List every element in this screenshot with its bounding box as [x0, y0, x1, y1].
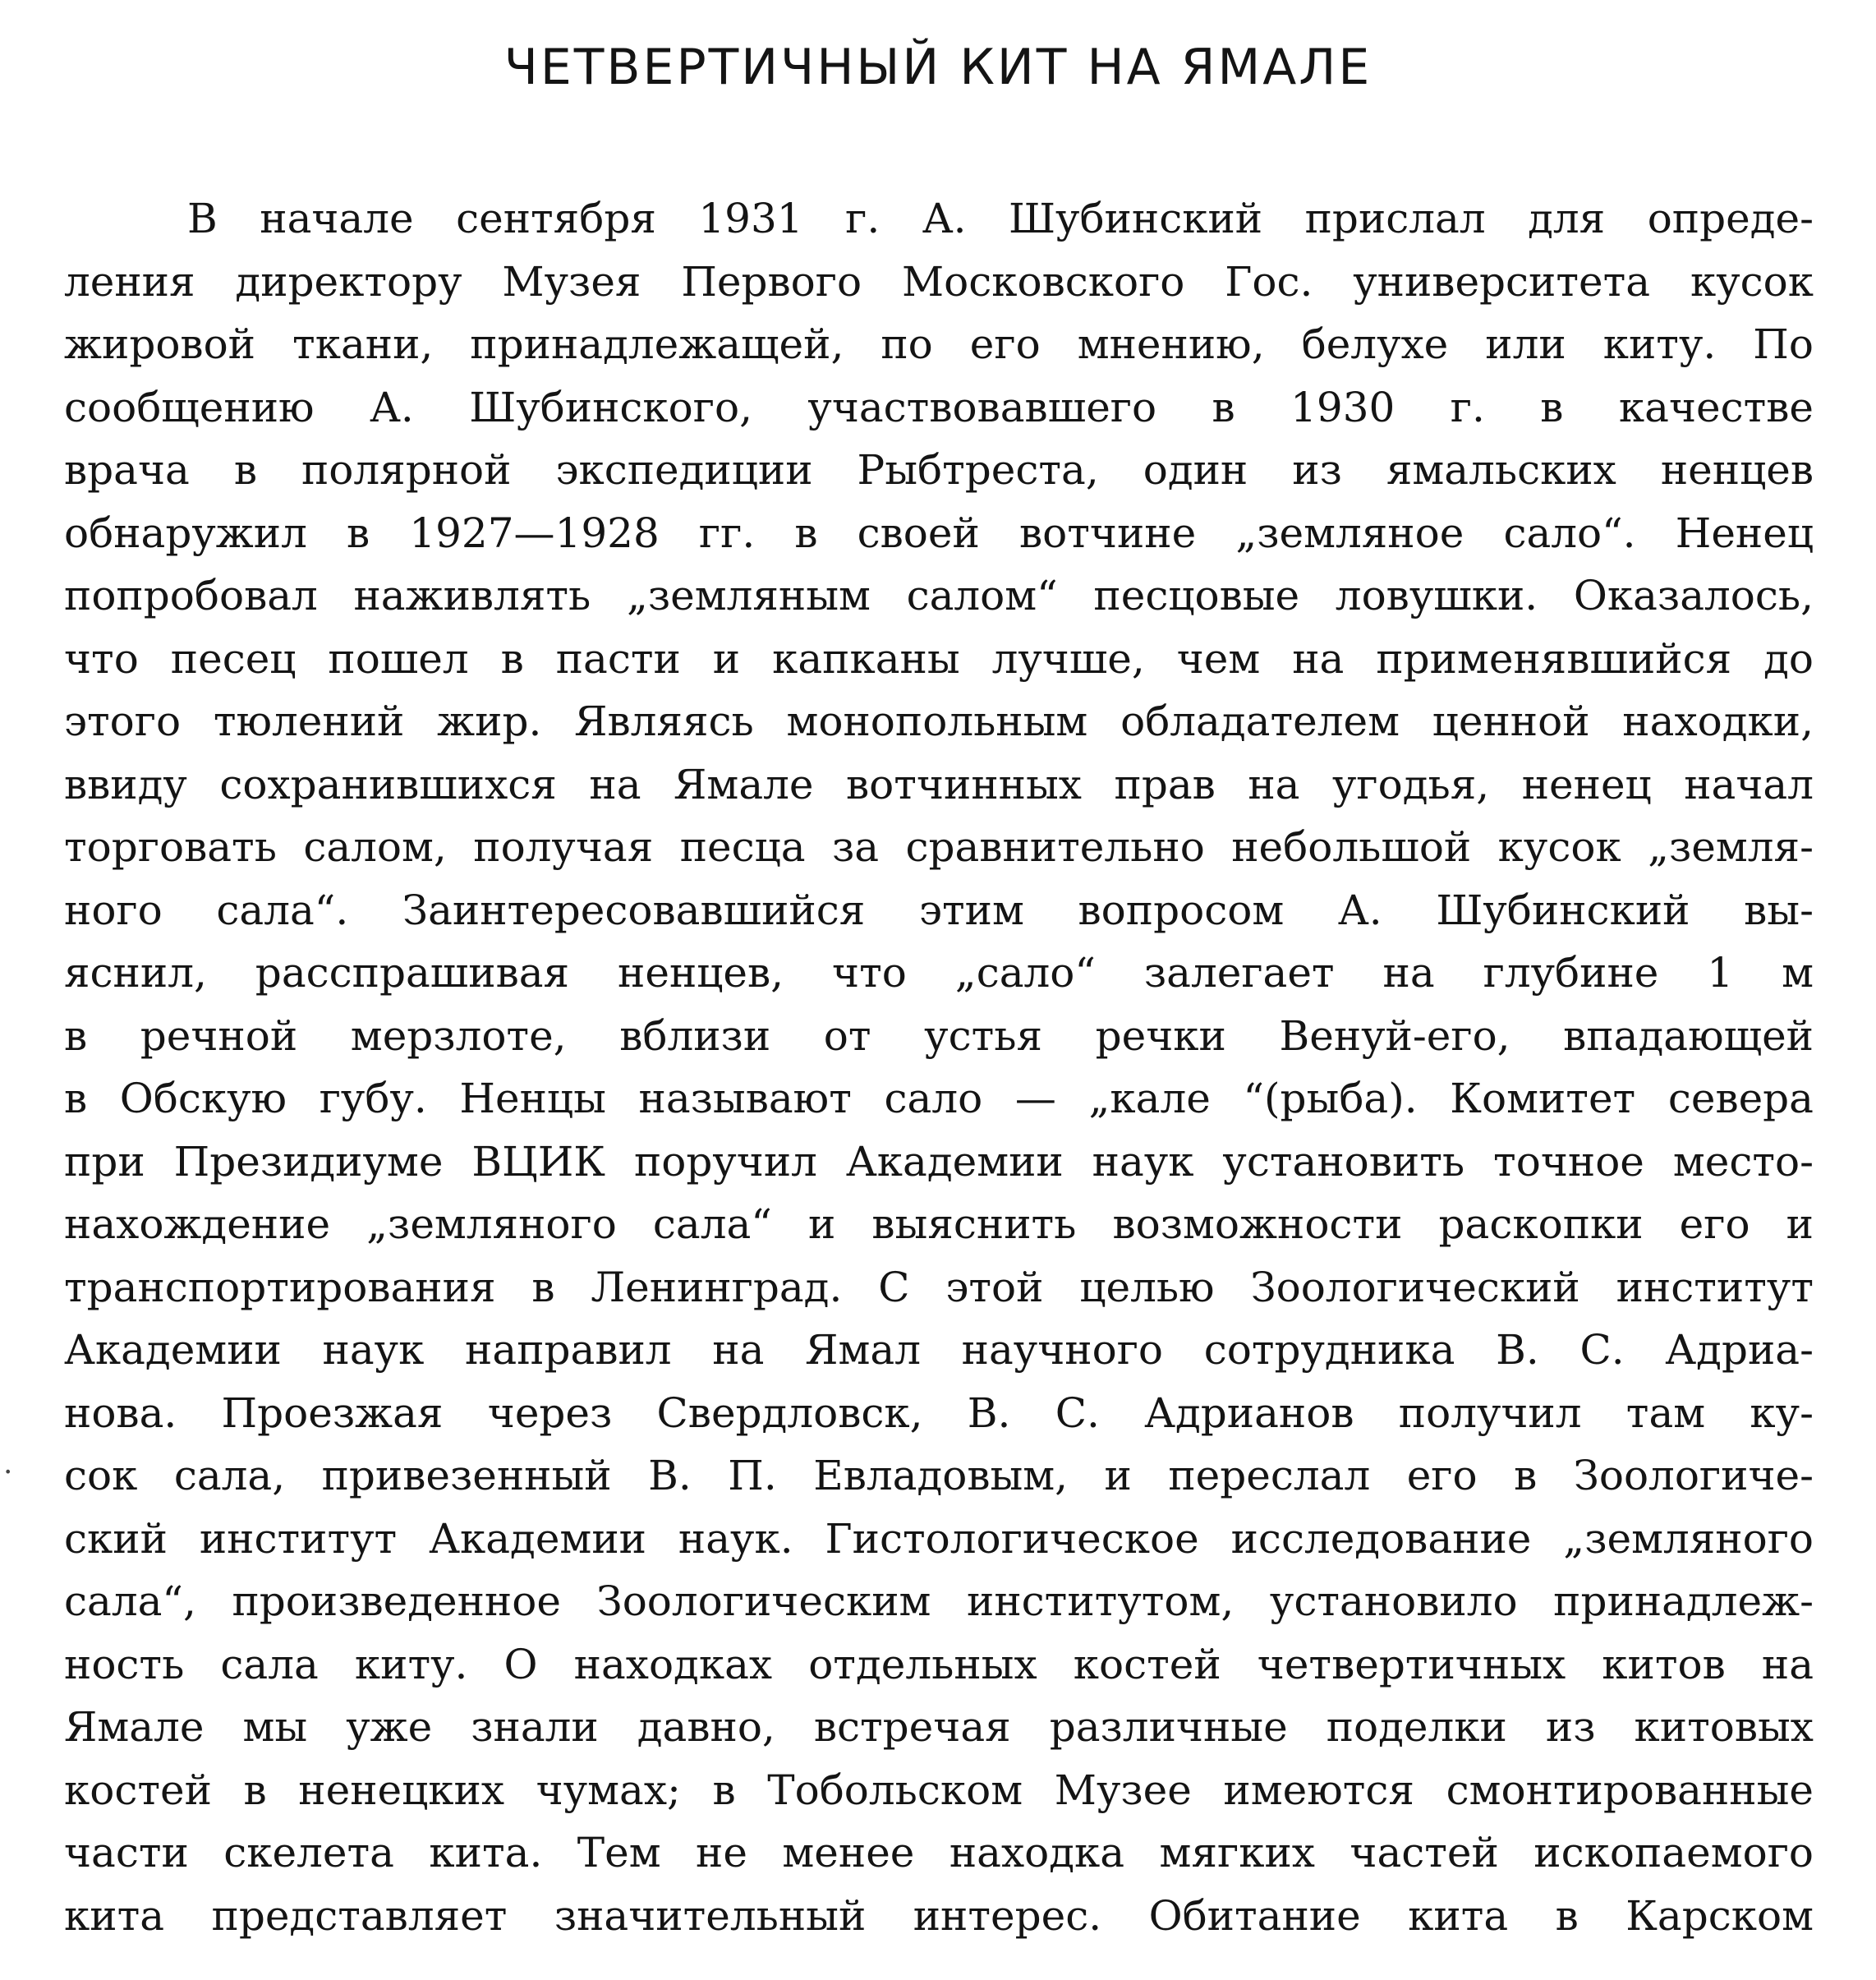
- text-line: этого тюлений жир. Являясь монопольным обладателем ценной находки,: [64, 698, 1814, 745]
- text-line: врача в полярной экспедиции Рыбтреста, один из ямальских ненцев: [64, 446, 1814, 494]
- text-line: жировой ткани, принадлежащей, по его мнению, белухе или киту. По: [64, 320, 1814, 368]
- body-paragraph: [64, 187, 1814, 1947]
- text-line: ввиду сохранившихся на Ямале вотчинных прав на угодья, ненец начал: [64, 760, 1814, 808]
- text-line: в Обскую губу. Ненцы называют сало — „кале “(рыба). Комитет севера: [64, 1075, 1814, 1122]
- page-title: ЧЕТВЕРТИЧНЫЙ КИТ НА ЯМАЛЕ: [503, 39, 1373, 96]
- text-line: яснил, расспрашивая ненцев, что „сало“ залегает на глубине 1 м: [64, 949, 1814, 997]
- text-line: части скелета кита. Тем не менее находка мягких частей ископаемого: [64, 1829, 1814, 1876]
- text-line: при Президиуме ВЦИК поручил Академии наук установить точное место-: [64, 1137, 1814, 1186]
- margin-mark: ·: [3, 1456, 13, 1490]
- text-line: сок сала, привезенный В. П. Евладовым, и переслал его в Зоологиче-: [64, 1452, 1814, 1499]
- text-line: Ямале мы уже знали давно, встречая различные поделки из китовых: [64, 1703, 1814, 1751]
- text-line: обнаружил в 1927—1928 гг. в своей вотчине „земляное сало“. Ненец: [64, 509, 1814, 557]
- text-line: кита представляет значительный интерес. Обитание кита в Карском: [64, 1891, 1814, 1940]
- text-line: нахождение „земляного сала“ и выяснить возможности раскопки его и: [64, 1200, 1814, 1248]
- text-line: в речной мерзлоте, вблизи от устья речки Венуй-его, впадающей: [64, 1011, 1814, 1060]
- text-line: что песец пошел в пасти и капканы лучше, чем на применявшийся до: [64, 634, 1814, 683]
- text-line: транспортирования в Ленинград. С этой целью Зоологический институт: [64, 1263, 1814, 1311]
- text-line: ления директору Музея Первого Московского Гос. университета кусок: [64, 257, 1814, 306]
- text-line: ский институт Академии наук. Гистологическое исследование „земляного: [64, 1514, 1814, 1563]
- text-line: сала“, произведенное Зоологическим институтом, установило принадлеж-: [64, 1577, 1814, 1625]
- text-line: В начале сентября 1931 г. А. Шубинский прислал для опреде-: [187, 195, 1814, 242]
- text-line: нова. Проезжая через Свердловск, В. С. Адрианов получил там ку-: [64, 1388, 1814, 1437]
- text-line: ность сала киту. О находках отдельных костей четвертичных китов на: [64, 1640, 1814, 1688]
- text-line: ного сала“. Заинтересовавшийся этим вопросом А. Шубинский вы-: [64, 886, 1814, 934]
- text-line: сообщению А. Шубинского, участвовавшего в 1930 г. в качестве: [64, 383, 1814, 431]
- text-line: попробовал наживлять „земляным салом“ песцовые ловушки. Оказалось,: [64, 572, 1814, 619]
- text-line: торговать салом, получая песца за сравнительно небольшой кусок „земля-: [64, 823, 1814, 871]
- text-line: костей в ненецких чумах; в Тобольском Музее имеются смонтированные: [64, 1766, 1814, 1814]
- text-line: Академии наук направил на Ямал научного сотрудника В. С. Адриа-: [64, 1326, 1814, 1374]
